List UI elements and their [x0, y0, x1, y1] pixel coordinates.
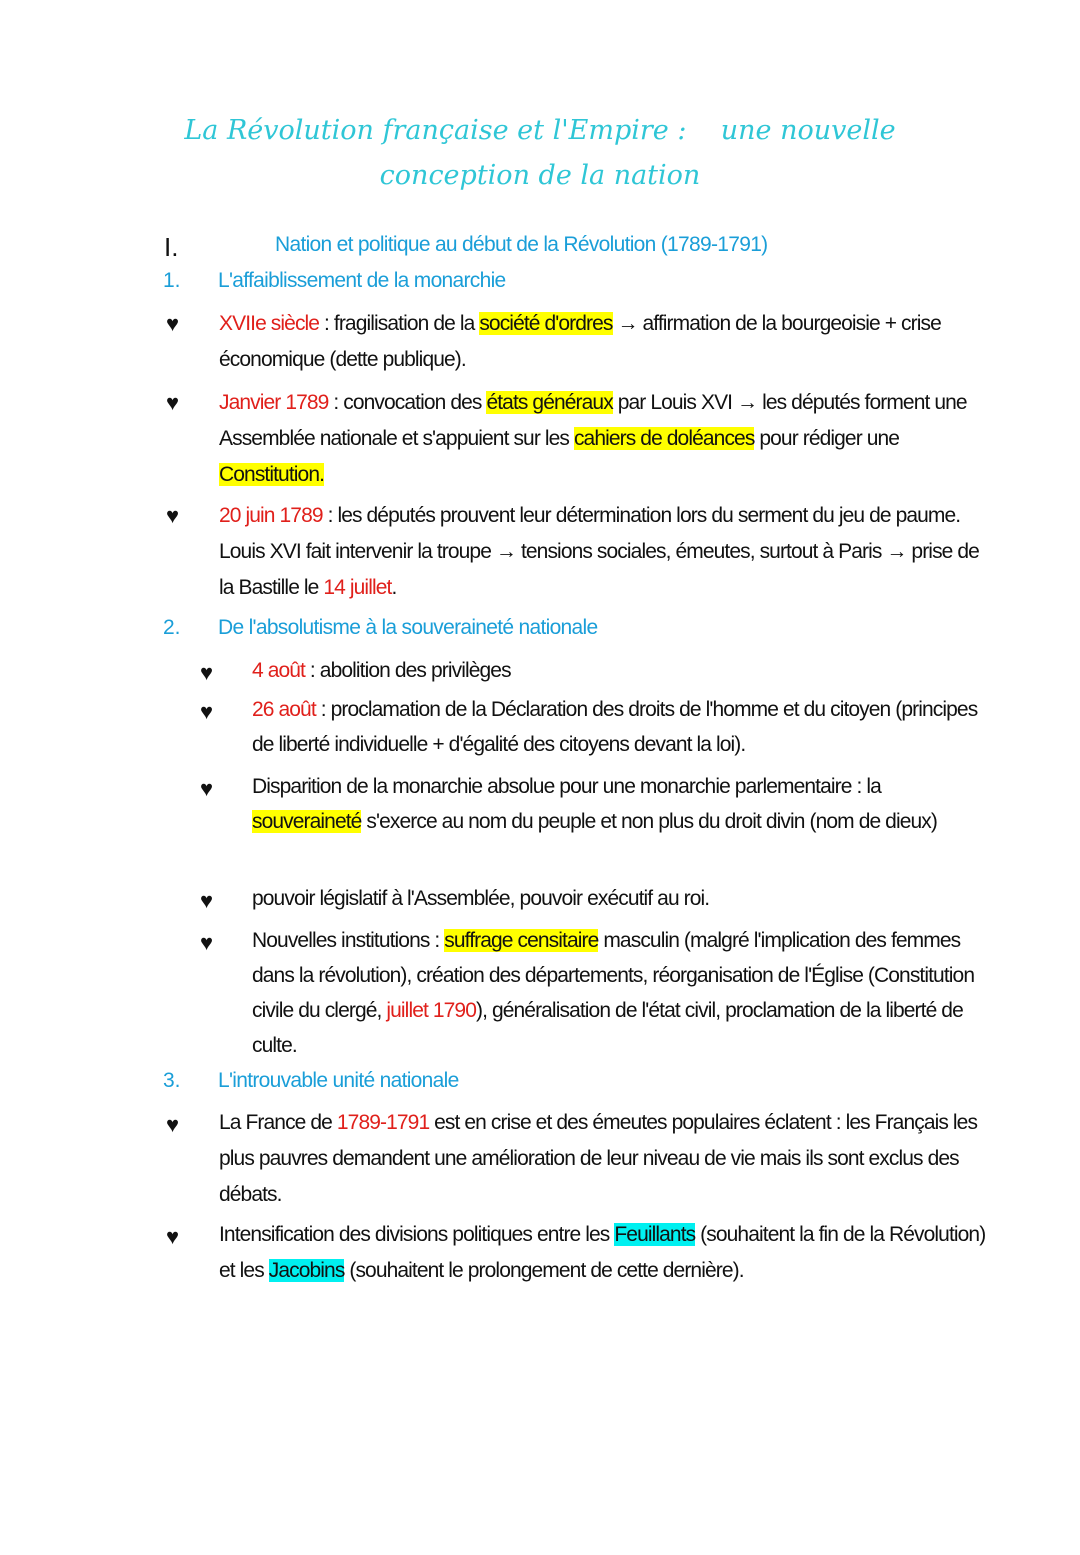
highlight-term: Constitution. [219, 463, 325, 486]
date-label: 20 juin 1789 [219, 504, 323, 527]
date-label: 26 août [252, 698, 316, 721]
heart-icon: ♥ [200, 930, 214, 955]
heart-icon: ♥ [166, 311, 180, 336]
bullet-text: par Louis XVI → les députés forment une Assemblée nationale et s'appuient sur les [219, 391, 967, 450]
section-heading-2: De l'absolutisme à la souveraineté nationale [218, 616, 598, 639]
bullet-nouvelles-institutions [252, 923, 982, 1063]
bullet-text: : les députés prouvent leur détermination lors du serment du jeu de paume. Louis XVI fait intervenir la troupe → tensions sociales, émeutes, surtout à Paris → prise de la Bastille le [219, 504, 979, 599]
bullet-monarchie-parlementaire [252, 769, 982, 839]
date-label: 4 août [252, 659, 305, 682]
date-label: 14 juillet [323, 576, 392, 599]
highlight-term: souveraineté [252, 810, 362, 833]
highlight-term: société d'ordres [479, 312, 613, 335]
section-number-2: 2. [163, 616, 181, 639]
heart-icon: ♥ [166, 1224, 180, 1249]
heart-icon: ♥ [200, 699, 214, 724]
bullet-26-aout [252, 692, 982, 762]
bullet-xviie-siecle [219, 306, 989, 378]
bullet-text: ), généralisation de l'état civil, proclamation de la liberté de culte. [252, 999, 963, 1057]
bullet-20-juin-1789 [219, 498, 989, 606]
section-number-3: 3. [163, 1069, 181, 1092]
section-heading-3: L'introuvable unité nationale [218, 1069, 459, 1092]
bullet-text: s'exerce au nom du peuple et non plus du droit divin (nom de dieux) [361, 810, 937, 833]
title-line-2: conception de la nation [379, 160, 701, 191]
heart-icon: ♥ [166, 390, 180, 415]
bullet-text: Disparition de la monarchie absolue pour une monarchie parlementaire : la [252, 775, 881, 798]
section-heading-1: L'affaiblissement de la monarchie [218, 269, 506, 292]
heart-icon: ♥ [200, 888, 214, 913]
bullet-france-crise [219, 1105, 989, 1213]
section-number-1: 1. [163, 269, 181, 292]
bullet-text: (souhaitent la fin de la Révolution) et les [219, 1223, 986, 1282]
highlight-term: cahiers de doléances [573, 427, 755, 450]
bullet-text: Nouvelles institutions : [252, 929, 445, 952]
date-label: 1789-1791 [336, 1111, 430, 1134]
bullet-text: : convocation des [328, 391, 487, 414]
bullet-text: : proclamation de la Déclaration des droits de l'homme et du citoyen (principes de liberté individuelle + d'égalité des citoyens devant la loi). [252, 698, 978, 756]
bullet-text: pouvoir législatif à l'Assemblée, pouvoir exécutif au roi. [252, 887, 710, 910]
highlight-term: Jacobins [268, 1259, 345, 1282]
bullet-text: masculin (malgré l'implication des femmes dans la révolution), création des départements, réorganisation de l'Église (Constitution civile du clergé, [252, 929, 975, 1022]
page-title [150, 108, 930, 198]
heart-icon: ♥ [200, 776, 214, 801]
bullet-janvier-1789 [219, 385, 989, 493]
heart-icon: ♥ [166, 503, 180, 528]
bullet-text: . [391, 576, 397, 599]
date-label: juillet 1790 [386, 999, 476, 1022]
highlight-term: Feuillants [614, 1223, 696, 1246]
bullet-text: est en crise et des émeutes populaires éclatent : les Français les plus pauvres demandent une amélioration de leur niveau de vie mais ils sont exclus des débats. [219, 1111, 978, 1206]
bullet-text: (souhaitent le prolongement de cette dernière). [344, 1259, 744, 1282]
title-line-1: La Révolution française et l'Empire : une nouvelle [184, 115, 896, 146]
bullet-text: pour rédiger une [754, 427, 900, 450]
highlight-term: états généraux [486, 391, 613, 414]
bullet-text: : abolition des privilèges [305, 659, 511, 682]
bullet-text: : fragilisation de la [319, 312, 480, 335]
bullet-text: Intensification des divisions politiques entre les [219, 1223, 615, 1246]
part-numeral: I. [164, 232, 179, 262]
bullet-divisions-politiques [219, 1217, 989, 1289]
date-label: Janvier 1789 [219, 391, 329, 414]
part-heading: Nation et politique au début de la Révolution (1789-1791) [275, 233, 768, 256]
date-label: XVIIe siècle [219, 312, 320, 335]
highlight-term: suffrage censitaire [444, 929, 599, 952]
bullet-pouvoirs [252, 881, 982, 917]
bullet-4-aout [252, 653, 982, 689]
heart-icon: ♥ [200, 660, 214, 685]
bullet-text: La France de [219, 1111, 337, 1134]
heart-icon: ♥ [166, 1112, 180, 1137]
bullet-text: → affirmation de la bourgeoisie + crise économique (dette publique). [219, 312, 941, 371]
